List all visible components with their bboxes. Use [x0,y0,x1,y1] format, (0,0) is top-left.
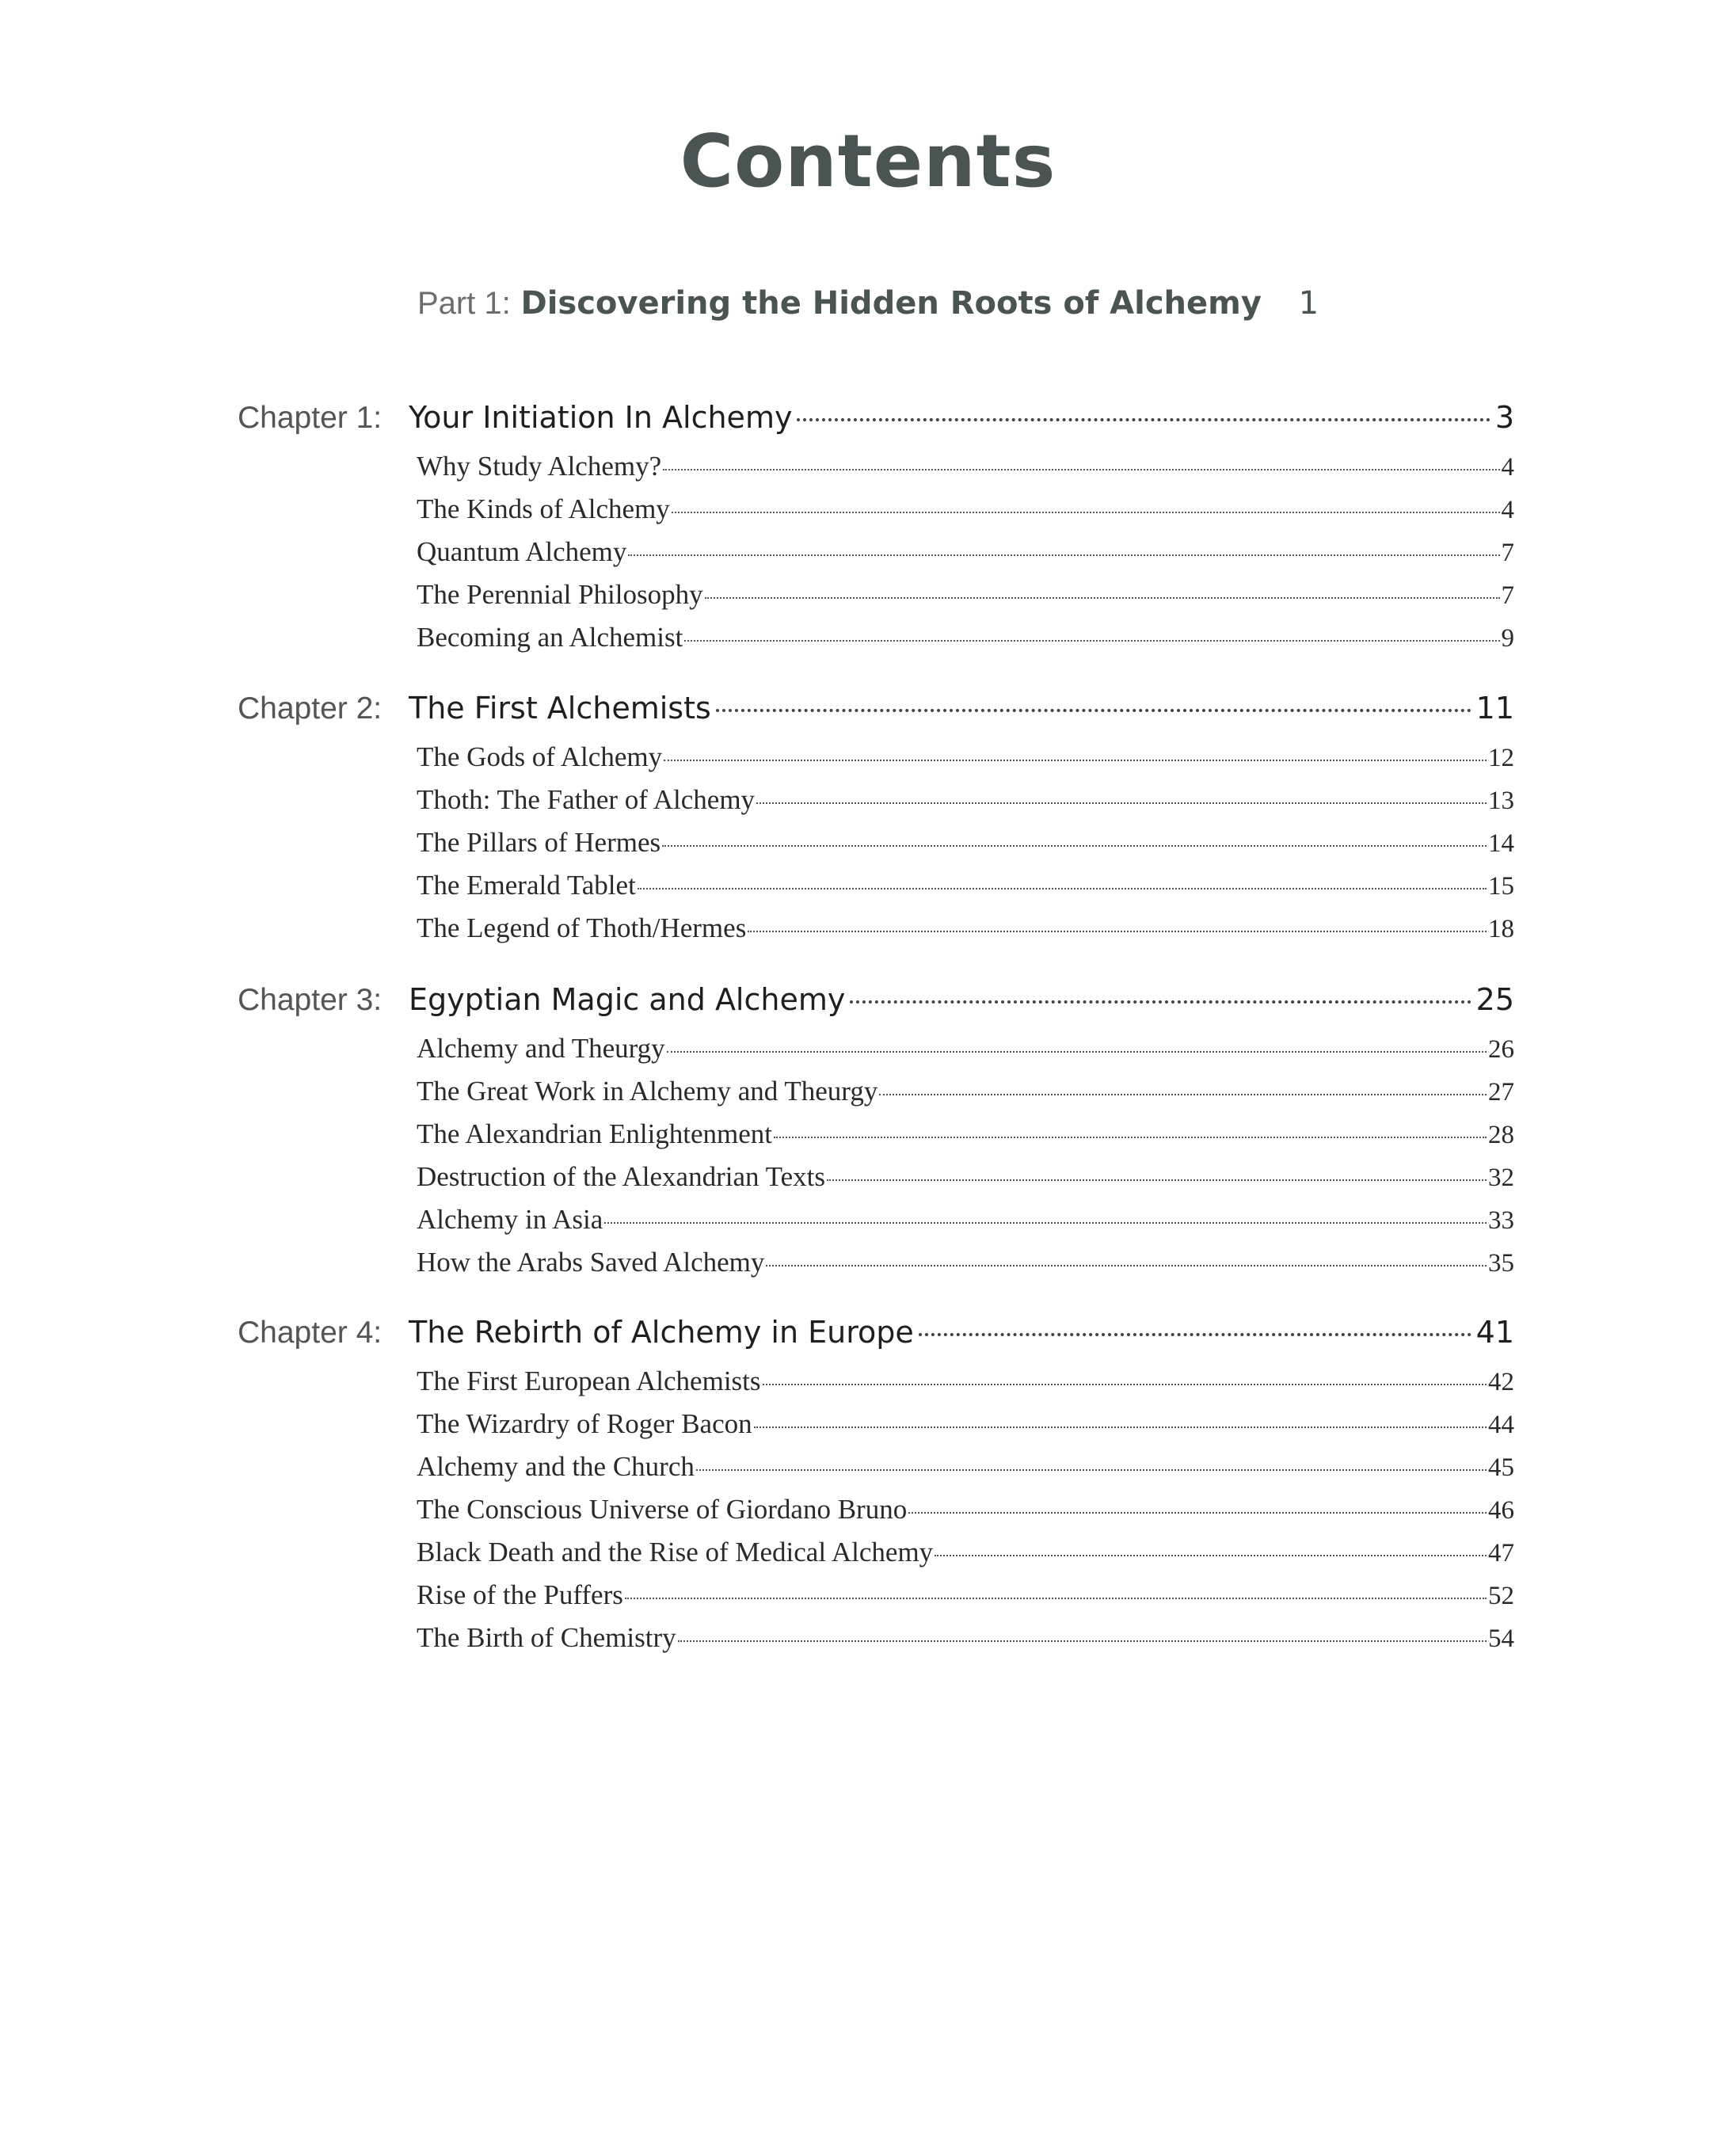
entry-title: The First European Alchemists [417,1366,761,1396]
part-heading [0,285,1736,322]
dot-leader [684,640,1499,642]
toc-entry[interactable] [417,1118,1514,1161]
chapter-title: The Rebirth of Alchemy in Europe [409,1315,914,1350]
dot-leader [705,597,1500,599]
chapter-page-number: 11 [1475,691,1514,726]
chapter-heading[interactable] [238,400,1514,451]
chapter-heading[interactable] [238,982,1514,1033]
toc-entry[interactable] [417,1076,1514,1118]
entry-page-number: 42 [1488,1368,1514,1396]
entry-page-number: 32 [1488,1164,1514,1192]
chapter-page-number: 41 [1475,1315,1514,1350]
dot-leader [766,1265,1487,1266]
chapter-label: Chapter 1: [238,401,383,435]
entry-page-number: 54 [1488,1625,1514,1653]
entry-page-number: 35 [1488,1249,1514,1278]
dot-leader [763,1384,1487,1385]
entry-title: Black Death and the Rise of Medical Alchemy [417,1537,934,1567]
dot-leader [664,760,1487,761]
toc-entry[interactable] [417,1033,1514,1076]
dot-leader [628,554,1499,556]
dot-leader [935,1555,1487,1556]
dot-leader [748,931,1487,932]
dot-leader [774,1137,1487,1138]
part-title: Discovering the Hidden Roots of Alchemy [520,285,1262,322]
entry-page-number: 4 [1501,453,1514,482]
dot-leader [696,1469,1487,1471]
entry-title: The Pillars of Hermes [417,827,661,858]
dot-leader [638,888,1487,889]
entry-title: The Birth of Chemistry [417,1622,676,1653]
entry-title: Quantum Alchemy [417,536,627,567]
entry-page-number: 9 [1501,624,1514,653]
entry-page-number: 47 [1488,1539,1514,1567]
entry-title: Alchemy and the Church [417,1451,695,1482]
entry-title: The Great Work in Alchemy and Theurgy [417,1076,878,1106]
entry-page-number: 45 [1488,1453,1514,1482]
toc-entry[interactable] [417,1161,1514,1204]
toc-entry[interactable] [417,1451,1514,1494]
chapter-title: Egyptian Magic and Alchemy [409,982,846,1017]
entry-title: The Legend of Thoth/Hermes [417,912,747,943]
chapter-heading[interactable] [238,691,1514,741]
dot-leader [756,802,1487,804]
toc-entry[interactable] [417,1494,1514,1537]
chapter-label: Chapter 2: [238,691,383,726]
entry-page-number: 7 [1501,539,1514,567]
entry-page-number: 4 [1501,496,1514,524]
dot-leader [850,1000,1471,1004]
entry-title: The Alexandrian Enlightenment [417,1118,773,1149]
toc-entry[interactable] [417,870,1514,912]
entry-title: Rise of the Puffers [417,1579,623,1610]
toc-entry[interactable] [417,1579,1514,1622]
entry-page-number: 14 [1488,829,1514,858]
entry-page-number: 12 [1488,744,1514,772]
part-label: Part 1: [417,286,511,321]
chapter-3 [238,982,1514,1289]
dot-leader [678,1640,1487,1642]
chapter-heading[interactable] [238,1315,1514,1366]
entry-title: Alchemy and Theurgy [417,1033,665,1064]
entry-title: The Emerald Tablet [417,870,636,901]
entry-page-number: 52 [1488,1582,1514,1610]
entry-page-number: 46 [1488,1496,1514,1525]
chapter-label: Chapter 3: [238,983,383,1017]
chapter-title: Your Initiation In Alchemy [409,400,793,435]
dot-leader [797,418,1490,421]
toc-entry[interactable] [417,536,1514,579]
entry-title: The Perennial Philosophy [417,579,703,610]
toc-entry[interactable] [417,1408,1514,1451]
dot-leader [625,1598,1487,1599]
entry-title: Destruction of the Alexandrian Texts [417,1161,825,1192]
entry-title: The Wizardry of Roger Bacon [417,1408,752,1439]
entry-title: Becoming an Alchemist [417,622,683,653]
toc-entry[interactable] [417,827,1514,870]
entry-title: Thoth: The Father of Alchemy [417,784,756,815]
dot-leader [604,1222,1487,1224]
entry-title: Why Study Alchemy? [417,451,662,482]
dot-leader [827,1179,1487,1181]
entry-title: The Gods of Alchemy [417,741,663,772]
dot-leader [663,469,1499,470]
entry-page-number: 33 [1488,1206,1514,1235]
dot-leader [754,1426,1487,1428]
chapter-1 [238,400,1514,665]
toc-entry[interactable] [417,579,1514,622]
entry-page-number: 26 [1488,1035,1514,1064]
toc-entry[interactable] [417,741,1514,784]
dot-leader [667,1051,1487,1053]
entry-title: Alchemy in Asia [417,1204,603,1235]
part-page-number: 1 [1298,285,1319,322]
dot-leader [908,1512,1487,1514]
toc-entry[interactable] [417,1622,1514,1665]
dot-leader [716,709,1471,712]
chapter-page-number: 3 [1494,400,1514,435]
entry-title: The Kinds of Alchemy [417,493,670,524]
dot-leader [919,1333,1471,1336]
entry-page-number: 28 [1488,1121,1514,1149]
toc-entry[interactable] [417,912,1514,955]
entry-title: How the Arabs Saved Alchemy [417,1247,765,1278]
page-title: Contents [680,119,1056,204]
chapter-label: Chapter 4: [238,1316,383,1350]
dot-leader [662,845,1487,847]
dot-leader [879,1094,1487,1095]
toc-entry[interactable] [417,451,1514,493]
entry-page-number: 7 [1501,581,1514,610]
entry-page-number: 18 [1488,915,1514,943]
chapter-page-number: 25 [1475,982,1514,1017]
chapter-2 [238,691,1514,955]
chapter-title: The First Alchemists [409,691,711,726]
toc-entry[interactable] [417,1366,1514,1408]
toc-entry[interactable] [417,784,1514,827]
toc-entry[interactable] [417,493,1514,536]
chapter-4 [238,1315,1514,1665]
dot-leader [672,512,1500,513]
entry-page-number: 44 [1488,1411,1514,1439]
toc-entry[interactable] [417,1537,1514,1579]
toc-entry[interactable] [417,1247,1514,1289]
toc-entry[interactable] [417,622,1514,665]
entry-page-number: 13 [1488,787,1514,815]
toc-entry[interactable] [417,1204,1514,1247]
entry-page-number: 15 [1488,872,1514,901]
entry-title: The Conscious Universe of Giordano Bruno [417,1494,908,1525]
entry-page-number: 27 [1488,1078,1514,1106]
